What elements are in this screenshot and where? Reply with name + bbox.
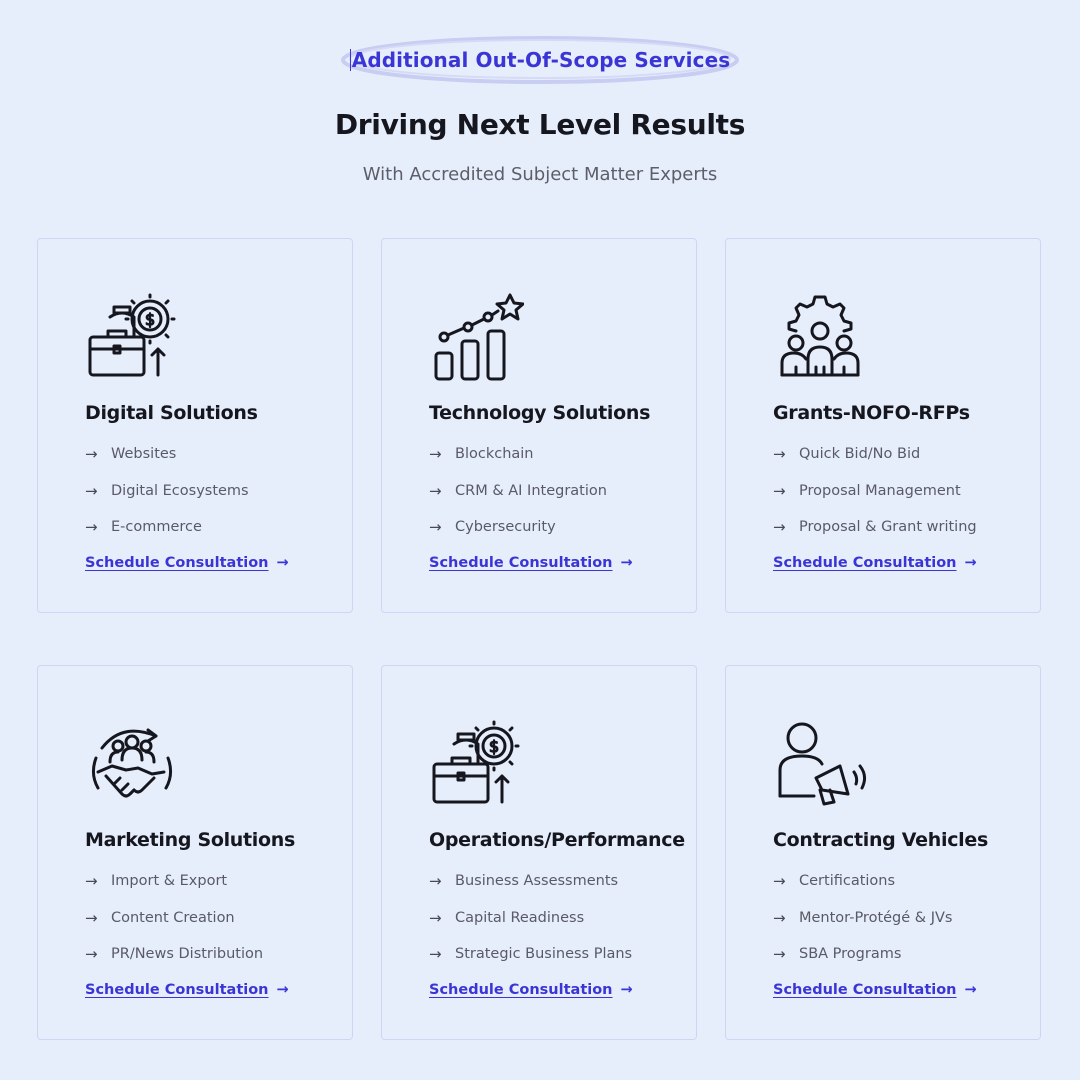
service-card-operations [381, 665, 697, 1040]
arrow-right-icon: → [85, 518, 98, 536]
person-megaphone-icon [772, 718, 868, 814]
arrow-right-icon: → [620, 982, 633, 998]
arrow-right-icon: → [85, 945, 98, 963]
arrow-right-icon: → [773, 945, 786, 963]
arrow-right-icon: → [429, 872, 442, 890]
arrow-right-icon: → [429, 945, 442, 963]
list-item: → PR/News Distribution [85, 945, 264, 963]
arrow-right-icon: → [773, 518, 786, 536]
arrow-right-icon: → [85, 445, 98, 463]
list-item: → Certifications [773, 872, 896, 890]
list-item: → Proposal Management [773, 481, 961, 500]
card-title: Marketing Solutions [85, 829, 296, 851]
list-item: → CRM & AI Integration [429, 481, 607, 500]
service-card-marketing [37, 665, 353, 1040]
text-cursor [350, 49, 351, 71]
growth-chart-star-icon [428, 291, 524, 387]
page-subtitle: With Accredited Subject Matter Experts [362, 164, 718, 185]
page-title: Driving Next Level Results [334, 108, 746, 141]
list-item: → Quick Bid/No Bid [773, 445, 921, 463]
service-card-digital [37, 238, 353, 613]
list-item: → Content Creation [85, 908, 235, 927]
list-item: → Proposal & Grant writing [773, 518, 977, 536]
schedule-consultation-link[interactable]: Schedule Consultation → [773, 982, 977, 998]
arrow-right-icon: → [429, 445, 442, 463]
service-card-contracting [725, 665, 1041, 1040]
service-card-technology [381, 238, 697, 613]
schedule-consultation-link[interactable]: Schedule Consultation → [429, 555, 633, 571]
card-title: Operations/Performance [429, 829, 685, 851]
arrow-right-icon: → [964, 982, 977, 998]
arrow-right-icon: → [773, 481, 786, 500]
arrow-right-icon: → [276, 555, 289, 571]
arrow-right-icon: → [276, 982, 289, 998]
list-item: → Import & Export [85, 872, 228, 890]
list-item: → Blockchain [429, 445, 534, 463]
list-item: → Cybersecurity [429, 518, 556, 536]
schedule-consultation-link[interactable]: Schedule Consultation → [773, 555, 977, 571]
arrow-right-icon: → [620, 555, 633, 571]
arrow-right-icon: → [429, 481, 442, 500]
card-list [85, 446, 249, 556]
eyebrow-badge [340, 34, 740, 86]
arrow-right-icon: → [429, 518, 442, 536]
schedule-consultation-link[interactable]: Schedule Consultation → [85, 555, 289, 571]
handshake-team-icon [84, 718, 180, 814]
eyebrow-text [340, 48, 740, 72]
list-item: → Digital Ecosystems [85, 481, 249, 500]
list-item: → E-commerce [85, 518, 202, 536]
card-title: Contracting Vehicles [773, 829, 988, 851]
card-title: Technology Solutions [429, 402, 651, 424]
schedule-consultation-link[interactable]: Schedule Consultation → [429, 982, 633, 998]
list-item: → Strategic Business Plans [429, 945, 633, 963]
list-item: → Business Assessments [429, 872, 619, 890]
arrow-right-icon: → [773, 872, 786, 890]
card-list [429, 446, 607, 556]
svg-text:$: $ [145, 310, 156, 329]
list-item: → Capital Readiness [429, 908, 585, 927]
eyebrow-label: Additional Out-Of-Scope Services [351, 48, 731, 72]
card-list [773, 446, 977, 556]
card-list [429, 873, 632, 983]
arrow-right-icon: → [773, 908, 786, 927]
card-list [85, 873, 263, 983]
arrow-right-icon: → [85, 872, 98, 890]
schedule-consultation-link[interactable]: Schedule Consultation → [85, 982, 289, 998]
arrow-right-icon: → [85, 908, 98, 927]
team-gear-icon [772, 291, 868, 387]
arrow-right-icon: → [773, 445, 786, 463]
service-card-grants [725, 238, 1041, 613]
list-item: → Websites [85, 445, 177, 463]
briefcase-gear-money-icon [84, 291, 180, 387]
list-item: → SBA Programs [773, 945, 902, 963]
card-title: Grants-NOFO-RFPs [773, 402, 970, 424]
card-list [773, 873, 952, 983]
arrow-right-icon: → [85, 481, 98, 500]
card-title: Digital Solutions [85, 402, 258, 424]
arrow-right-icon: → [964, 555, 977, 571]
briefcase-gear-money-icon [428, 718, 524, 814]
svg-text:$: $ [489, 737, 500, 756]
arrow-right-icon: → [429, 908, 442, 927]
list-item: → Mentor-Protégé & JVs [773, 908, 953, 927]
